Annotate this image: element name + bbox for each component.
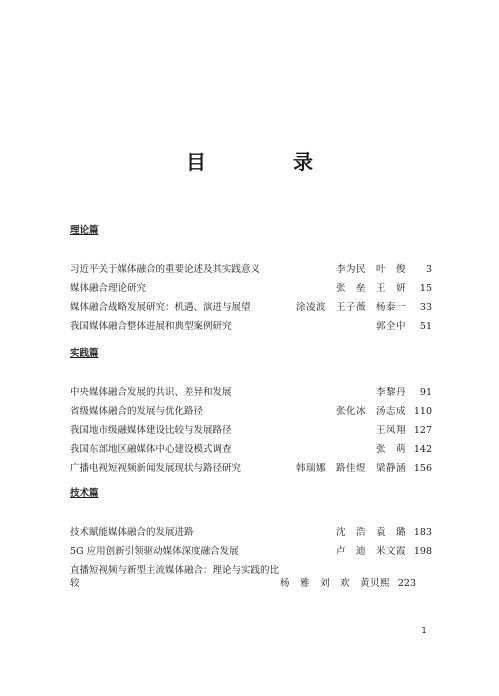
entry-authors: 郭全中	[375, 321, 406, 332]
entry-page: 3	[425, 264, 432, 275]
toc-entry[interactable]	[70, 418, 432, 437]
entry-authors: 张 萌	[375, 444, 406, 455]
toc-entry[interactable]	[70, 257, 432, 276]
section-practice	[70, 347, 432, 475]
section-heading: 技术篇	[70, 488, 99, 499]
entry-authors: 张化冰 汤志成	[335, 406, 406, 417]
entry-list	[70, 520, 432, 590]
toc-entry[interactable]	[70, 437, 432, 456]
entry-page: 110	[413, 406, 432, 417]
entry-page: 127	[413, 425, 432, 436]
entry-title: 广播电视短视频新闻发展现状与路径研究	[70, 463, 242, 474]
entry-page: 223	[397, 578, 417, 589]
entry-authors: 沈 浩 袁 璐	[335, 527, 406, 538]
entry-authors: 韩瑞娜 路佳煜 梁静涵	[295, 463, 406, 474]
entry-page: 51	[419, 321, 432, 332]
entry-authors: 杨 雅 刘 欢 黄贝熙	[280, 578, 391, 589]
toc-entry[interactable]	[70, 276, 432, 295]
entry-authors: 王凤翔	[375, 425, 406, 436]
entry-title: 技术赋能媒体融合的发展进路	[70, 527, 194, 538]
toc-title: 目 录	[186, 150, 353, 174]
toc-entry[interactable]	[70, 558, 432, 590]
section-technology	[70, 487, 432, 590]
entry-page: 156	[413, 463, 432, 474]
entry-title: 省级媒体融合的发展与优化路径	[70, 406, 204, 417]
section-theory	[70, 224, 432, 333]
entry-authors: 涂凌波 王子薇 杨泰一	[295, 302, 406, 313]
entry-title: 直播短视频与新型主流媒体融合：理论与实践的比较	[70, 565, 280, 589]
entry-list	[70, 380, 432, 475]
entry-title: 我国地市级融媒体建设比较与发展路径	[70, 425, 232, 436]
entry-title: 媒体融合理论研究	[70, 283, 147, 294]
toc-entry[interactable]	[70, 380, 432, 399]
entry-page: 33	[419, 302, 432, 313]
entry-title: 我国东部地区融媒体中心建设模式调查	[70, 444, 232, 455]
entry-title: 我国媒体融合整体进展和典型案例研究	[70, 321, 232, 332]
toc-entry[interactable]	[70, 520, 432, 539]
entry-page: 91	[419, 387, 432, 398]
entry-title: 5G 应用创新引领驱动媒体深度融合发展	[70, 546, 239, 557]
entry-page: 142	[413, 444, 432, 455]
entry-page: 183	[413, 527, 432, 538]
entry-authors: 李黎丹	[375, 387, 406, 398]
entry-list	[70, 257, 432, 333]
entry-authors: 李为民 叶 俊	[335, 264, 406, 275]
page-number: 1	[421, 626, 427, 635]
toc-entry[interactable]	[70, 314, 432, 333]
toc-entry[interactable]	[70, 295, 432, 314]
entry-title: 习近平关于媒体融合的重要论述及其实践意义	[70, 264, 261, 275]
entry-page: 198	[413, 546, 432, 557]
toc-entry[interactable]	[70, 456, 432, 475]
section-heading: 实践篇	[70, 348, 99, 359]
section-heading: 理论篇	[70, 225, 99, 236]
entry-authors: 卢 迪 米文霞	[335, 546, 406, 557]
toc-entry[interactable]	[70, 399, 432, 418]
entry-title: 媒体融合战略发展研究：机遇、演进与展望	[70, 302, 251, 313]
entry-authors: 张 垒 王 妍	[335, 283, 406, 294]
entry-title: 中央媒体融合发展的共识、差异和发展	[70, 387, 232, 398]
toc-entry[interactable]	[70, 539, 432, 558]
entry-page: 15	[419, 283, 432, 294]
